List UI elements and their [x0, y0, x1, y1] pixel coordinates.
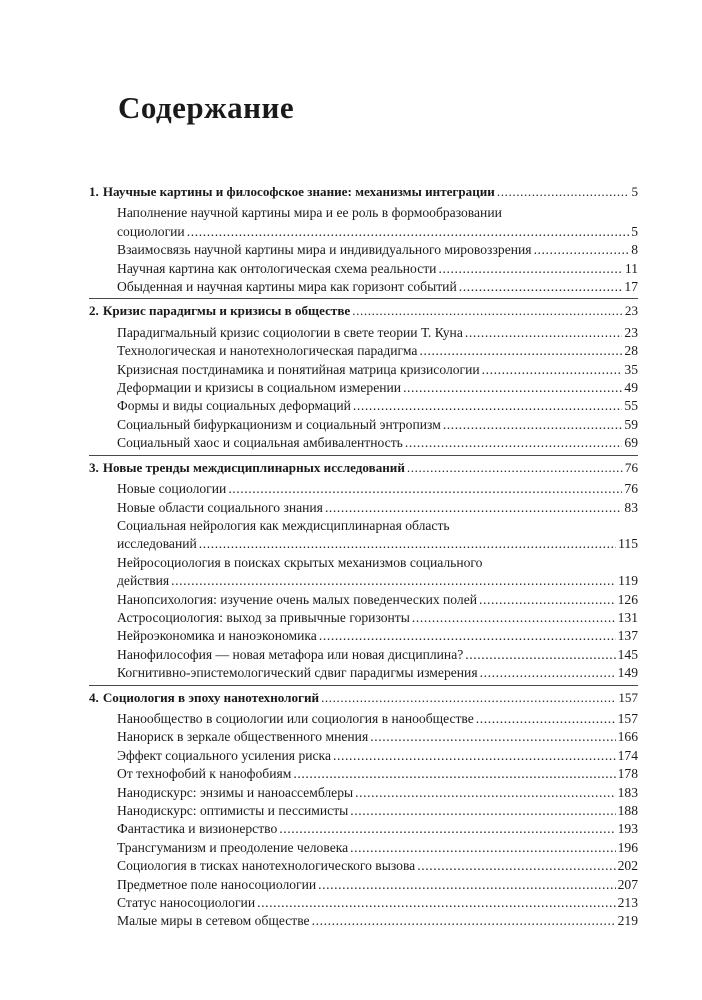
dot-leader — [325, 499, 622, 517]
dot-leader — [353, 397, 623, 415]
section-title: Статус наносоциологии — [117, 895, 256, 911]
section-entry[interactable] — [89, 416, 638, 434]
section-entry[interactable] — [89, 839, 638, 857]
page-number: 145 — [617, 646, 638, 662]
section-entry[interactable] — [89, 728, 638, 746]
page-number: 207 — [617, 876, 638, 892]
dot-leader — [321, 689, 616, 707]
section-title: Социальный бифуркационизм и социальный энтропизм — [117, 416, 441, 432]
dot-leader — [476, 710, 616, 728]
section-title: Когнитивно-эпистемологический сдвиг парадигмы измерения — [117, 665, 478, 681]
page-number: 23 — [624, 324, 638, 340]
dot-leader — [293, 765, 615, 783]
dot-leader — [257, 894, 616, 912]
page-number: 196 — [617, 839, 638, 855]
page-number: 35 — [624, 361, 638, 377]
page-number: 149 — [617, 665, 638, 681]
section-title: Научная картина как онтологическая схема реальности — [117, 260, 437, 276]
section-list — [89, 324, 638, 455]
page-number: 119 — [618, 573, 638, 589]
page-number: 188 — [617, 803, 638, 818]
section-entry[interactable] — [89, 591, 638, 609]
dot-leader — [318, 876, 615, 894]
page-number: 49 — [624, 380, 638, 396]
dot-leader — [319, 627, 616, 645]
dot-leader — [279, 820, 615, 838]
chapter-block — [89, 183, 638, 299]
section-title: От технофобий к нанофобиям — [117, 766, 292, 782]
section-title: Нейроэкономика и наноэкономика — [117, 628, 317, 644]
section-entry[interactable] — [89, 342, 638, 360]
chapter-block — [89, 686, 638, 933]
section-title: действия — [117, 573, 170, 589]
page-number: 202 — [617, 858, 638, 874]
chapter-entry[interactable] — [89, 459, 638, 480]
page-number: 131 — [617, 609, 638, 625]
section-title: Нанодискурс: оптимисты и пессимисты — [117, 803, 349, 818]
chapter-title: Новые тренды междисциплинарных исследований — [102, 459, 405, 475]
section-entry[interactable] — [89, 517, 638, 554]
page-number: 76 — [624, 459, 638, 475]
page-number: 183 — [617, 784, 638, 800]
page-number: 178 — [617, 766, 638, 782]
page-number: 59 — [624, 416, 638, 432]
dot-leader — [465, 646, 615, 664]
section-title: Деформации и кризисы в социальном измерении — [117, 380, 402, 396]
section-entry[interactable] — [89, 278, 638, 296]
page-number: 5 — [631, 223, 638, 239]
page-number: 219 — [617, 913, 638, 929]
page-number: 137 — [617, 628, 638, 644]
dot-leader — [333, 747, 616, 765]
section-entry[interactable] — [89, 765, 638, 783]
dot-leader — [405, 434, 623, 452]
chapter-title: Социология в эпоху нанотехнологий — [102, 689, 320, 705]
section-title-line: Нейросоциология в поисках скрытых механизмов социального — [117, 554, 483, 570]
page-number: 213 — [617, 895, 638, 911]
page-number: 76 — [624, 481, 638, 497]
section-entry[interactable] — [89, 802, 638, 820]
section-title: Нанообщество в социологии или социология в нанообществе — [117, 710, 474, 726]
section-entry[interactable] — [89, 784, 638, 802]
dot-leader — [479, 591, 616, 609]
section-title: Нанофилософия — новая метафора или новая дисциплина? — [117, 646, 464, 662]
dot-leader — [480, 664, 616, 682]
dot-leader — [187, 223, 629, 241]
section-title: социологии — [117, 223, 185, 239]
dot-leader — [438, 260, 622, 278]
dot-leader — [171, 572, 616, 590]
dot-leader — [312, 912, 616, 930]
dot-leader — [407, 459, 623, 477]
section-entry[interactable] — [89, 554, 638, 591]
section-entry[interactable] — [89, 876, 638, 894]
section-entry[interactable] — [89, 747, 638, 765]
section-title: Трансгуманизм и преодоление человека — [117, 839, 349, 855]
section-title: Фантастика и визионерство — [117, 821, 278, 837]
chapter-entry[interactable] — [89, 183, 638, 204]
chapter-entry[interactable] — [89, 689, 638, 710]
dot-leader — [403, 379, 622, 397]
section-list — [89, 710, 638, 933]
section-title: Новые области социального знания — [117, 499, 323, 515]
chapter-number: 2. — [89, 303, 99, 319]
page-number: 157 — [617, 710, 638, 726]
page-number: 126 — [617, 591, 638, 607]
page-number: 17 — [624, 279, 638, 295]
section-entry[interactable] — [89, 379, 638, 397]
chapter-number: 1. — [89, 184, 99, 199]
chapter-entry[interactable] — [89, 302, 638, 323]
section-title: исследований — [117, 536, 197, 552]
section-title: Социология в тисках нанотехнологического вызова — [117, 858, 416, 874]
section-entry[interactable] — [89, 664, 638, 682]
dot-leader — [350, 839, 615, 857]
chapter-number: 3. — [89, 459, 99, 475]
dot-leader — [199, 535, 616, 553]
page-number: 115 — [618, 536, 638, 552]
chapter-title: Кризис парадигмы и кризисы в обществе — [102, 303, 351, 319]
section-entry[interactable] — [89, 260, 638, 278]
chapter-title: Научные картины и философское знание: механизмы интеграции — [102, 184, 495, 199]
section-entry[interactable] — [89, 627, 638, 645]
dot-leader — [350, 802, 615, 820]
section-entry[interactable] — [89, 480, 638, 498]
chapter-number: 4. — [89, 689, 99, 705]
table-of-contents — [89, 183, 638, 933]
page-number: 11 — [624, 260, 638, 276]
page-number: 8 — [631, 242, 638, 258]
section-title: Предметное поле наносоциологии — [117, 876, 317, 892]
dot-leader — [443, 416, 623, 434]
section-title: Новые социологии — [117, 481, 227, 497]
page-number: 23 — [624, 303, 638, 319]
page-title: Содержание — [118, 90, 295, 125]
section-entry[interactable] — [89, 397, 638, 415]
section-title: Эффект социального усиления риска — [117, 747, 331, 763]
page-number: 5 — [631, 184, 638, 199]
section-title: Нанодискурс: энзимы и наноассемблеры — [117, 784, 354, 800]
section-title: Малые миры в сетевом обществе — [117, 913, 310, 929]
section-title: Взаимосвязь научной картины мира и индивидуального мировоззрения — [117, 242, 532, 258]
dot-leader — [355, 784, 615, 802]
dot-leader — [419, 342, 622, 360]
section-entry[interactable] — [89, 204, 638, 241]
section-entry[interactable] — [89, 912, 638, 930]
page-number: 174 — [617, 747, 638, 763]
section-entry[interactable] — [89, 857, 638, 875]
chapter-block — [89, 456, 638, 686]
dot-leader — [412, 609, 616, 627]
dot-leader — [228, 480, 622, 498]
dot-leader — [534, 241, 630, 259]
dot-leader — [459, 278, 623, 296]
section-entry[interactable] — [89, 324, 638, 342]
dot-leader — [465, 324, 623, 342]
section-list — [89, 480, 638, 684]
page-number: 69 — [624, 435, 638, 451]
section-entry[interactable] — [89, 609, 638, 627]
section-title: Социальный хаос и социальная амбивалентность — [117, 435, 403, 451]
section-entry[interactable] — [89, 241, 638, 259]
chapter-block — [89, 299, 638, 455]
section-entry[interactable] — [89, 710, 638, 728]
section-title: Нанориск в зеркале общественного мнения — [117, 729, 369, 745]
section-title: Формы и виды социальных деформаций — [117, 398, 351, 414]
section-entry[interactable] — [89, 434, 638, 452]
section-title: Нанопсихология: изучение очень малых поведенческих полей — [117, 591, 478, 607]
section-title: Астросоциология: выход за привычные горизонты — [117, 609, 410, 625]
dot-leader — [352, 302, 623, 320]
section-entry[interactable] — [89, 820, 638, 838]
section-title: Технологическая и нанотехнологическая парадигма — [117, 343, 418, 359]
section-list — [89, 204, 638, 298]
section-title: Парадигмальный кризис социологии в свете теории Т. Куна — [117, 324, 463, 340]
dot-leader — [417, 857, 615, 875]
page-number: 83 — [624, 499, 638, 515]
section-title-line: Социальная нейрология как междисциплинарная область — [117, 517, 450, 533]
section-entry[interactable] — [89, 646, 638, 664]
page-number: 193 — [617, 821, 638, 837]
section-title-line: Наполнение научной картины мира и ее роль в формообразовании — [117, 205, 502, 221]
page-number: 166 — [617, 729, 638, 745]
section-title: Обыденная и научная картины мира как горизонт событий — [117, 279, 457, 295]
section-entry[interactable] — [89, 361, 638, 379]
dot-leader — [370, 728, 615, 746]
section-entry[interactable] — [89, 499, 638, 517]
page-number: 157 — [618, 689, 638, 705]
dot-leader — [497, 183, 630, 201]
page-number: 55 — [624, 398, 638, 414]
section-title: Кризисная постдинамика и понятийная матрица кризисологии — [117, 361, 480, 377]
section-entry[interactable] — [89, 894, 638, 912]
page-number: 28 — [624, 343, 638, 359]
dot-leader — [482, 361, 623, 379]
